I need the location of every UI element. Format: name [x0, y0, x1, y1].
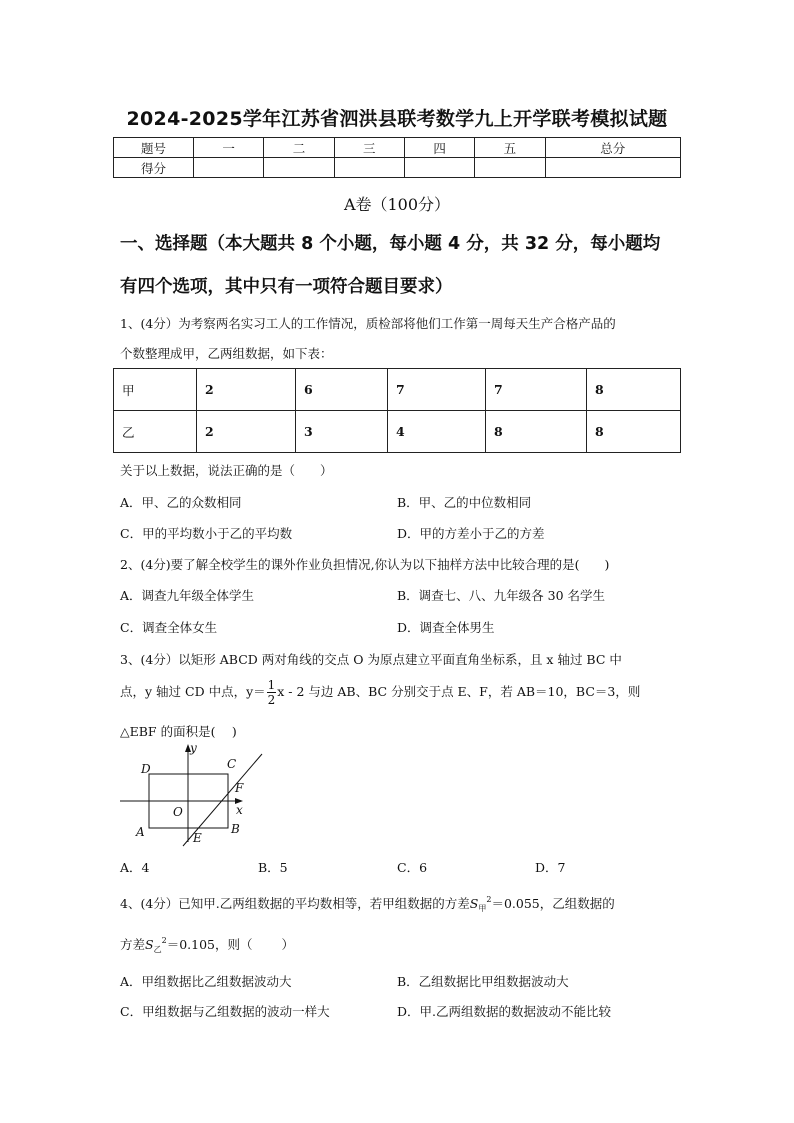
label-e: E [193, 831, 202, 845]
q3-fraction [267, 678, 277, 707]
q1-cell: 7 [388, 369, 486, 411]
q1-row-yi [114, 411, 681, 453]
q1-text-line2: 个数整理成甲，乙两组数据，如下表： [120, 346, 333, 361]
subscript-jia: 甲 [478, 904, 487, 913]
score-cell [194, 158, 264, 178]
score-header-cell: 五 [475, 138, 545, 158]
q1-text-line1: 1、(4分）为考察两名实习工人的工作情况，质检部将他们工作第一周每天生产合格产品的 [120, 316, 616, 331]
q4-option-d: D．甲.乙两组数据的数据波动不能比较 [397, 1004, 611, 1019]
variance-symbol: S [469, 896, 479, 911]
label-y: y [190, 741, 197, 755]
label-x: x [236, 803, 243, 817]
q1-cell: 7 [486, 369, 587, 411]
score-header-cell: 四 [404, 138, 474, 158]
score-cell [404, 158, 474, 178]
superscript-2: 2 [486, 895, 492, 904]
superscript-2: 2 [161, 936, 167, 945]
label-f: F [235, 781, 244, 795]
q4-line1-pre: 4、(4分）已知甲.乙两组数据的平均数相等，若甲组数据的方差 [120, 896, 470, 911]
q1-data-table [113, 368, 681, 453]
q1-cell: 乙 [114, 411, 197, 453]
label-o: O [173, 805, 183, 819]
q2-option-c: C．调查全体女生 [120, 620, 218, 635]
section-a-heading: A卷（100分） [343, 195, 451, 214]
q4-option-a: A．甲组数据比乙组数据波动大 [120, 974, 292, 989]
q4-line1-post: ＝0.055，乙组数据的 [491, 896, 615, 911]
score-cell [475, 158, 545, 178]
q2-option-d: D．调查全体男生 [397, 620, 495, 635]
q1-cell: 3 [296, 411, 388, 453]
q2-option-b: B．调查七、八、九年级各 30 名学生 [397, 588, 606, 603]
q1-row-jia [114, 369, 681, 411]
q1-cell: 8 [587, 411, 681, 453]
part1-heading-line2: 有四个选项，其中只有一项符合题目要求） [120, 277, 453, 297]
q4-text-line2 [120, 935, 686, 955]
score-header-cell: 二 [264, 138, 334, 158]
score-header-cell: 三 [334, 138, 404, 158]
q4-option-b: B．乙组数据比甲组数据波动大 [397, 974, 569, 989]
q3-option-b: B．5 [258, 860, 288, 875]
variance-symbol: S [145, 937, 154, 952]
q1-option-b: B．甲、乙的中位数相同 [397, 495, 532, 510]
q3-coordinate-figure [115, 738, 265, 850]
q4-line2-post: ＝0.105，则（ ） [166, 937, 294, 952]
q1-stem: 关于以上数据，说法正确的是（ ） [120, 463, 333, 478]
label-c: C [227, 757, 237, 771]
q3-option-d: D．7 [535, 860, 566, 875]
q3-text-line2-post: x - 2 与边 AB、BC 分别交于点 E、F，若 AB＝10，BC＝3，则 [277, 684, 641, 699]
q1-cell: 6 [296, 369, 388, 411]
score-table-header-row [114, 138, 681, 158]
score-table-score-row [114, 158, 681, 178]
q3-text-line3: △EBF 的面积是( ) [120, 724, 237, 739]
q1-cell: 8 [486, 411, 587, 453]
q1-cell: 2 [197, 369, 296, 411]
q1-option-d: D．甲的方差小于乙的方差 [397, 526, 545, 541]
q2-text: 2、(4分)要了解全校学生的课外作业负担情况,你认为以下抽样方法中比较合理的是( ) [120, 557, 610, 572]
score-cell [264, 158, 334, 178]
q3-option-c: C．6 [397, 860, 428, 875]
q4-option-c: C．甲组数据与乙组数据的波动一样大 [120, 1004, 330, 1019]
score-cell [545, 158, 680, 178]
q3-text-line1: 3、(4分）以矩形 ABCD 两对角线的交点 O 为原点建立平面直角坐标系，且 x 轴过 BC 中 [120, 652, 622, 667]
label-a: A [136, 825, 145, 839]
part1-heading-line1: 一、选择题（本大题共 8 个小题，每小题 4 分，共 32 分，每小题均 [120, 234, 661, 254]
q2-option-a: A．调查九年级全体学生 [120, 588, 255, 603]
q3-text-line2 [120, 678, 686, 707]
q3-text-line2-pre: 点，y 轴过 CD 中点，y＝ [120, 684, 266, 699]
q1-cell: 8 [587, 369, 681, 411]
fraction-numerator: 1 [267, 678, 276, 692]
score-header-cell: 题号 [114, 138, 194, 158]
q1-cell: 4 [388, 411, 486, 453]
q1-cell: 甲 [114, 369, 197, 411]
score-header-cell: 一 [194, 138, 264, 158]
page-title: 2024-2025学年江苏省泗洪县联考数学九上开学联考模拟试题 [126, 108, 668, 130]
label-b: B [231, 822, 240, 836]
q3-option-a: A．4 [120, 860, 150, 875]
score-cell [334, 158, 404, 178]
score-table [113, 137, 681, 178]
subscript-yi: 乙 [153, 945, 162, 954]
label-d: D [141, 762, 151, 776]
q4-line2-pre: 方差 [120, 937, 146, 952]
score-row-label: 得分 [114, 158, 194, 178]
q1-cell: 2 [197, 411, 296, 453]
score-header-cell: 总分 [545, 138, 680, 158]
fraction-denominator: 2 [267, 693, 276, 707]
q4-text-line1 [120, 894, 686, 914]
q1-option-c: C．甲的平均数小于乙的平均数 [120, 526, 293, 541]
q1-option-a: A．甲、乙的众数相同 [120, 495, 242, 510]
